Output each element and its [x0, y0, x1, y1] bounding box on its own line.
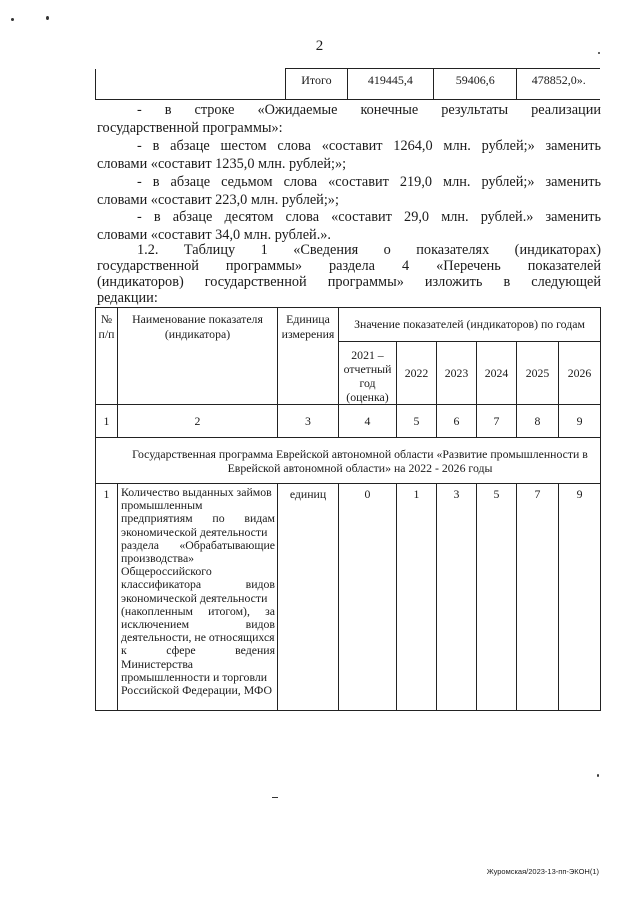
paragraph-4 — [97, 208, 601, 244]
header-unit: Единица измерения — [278, 308, 339, 405]
paragraph-line: редакции: — [97, 290, 158, 306]
paragraph-line: 1.2. Таблицу 1 «Сведения о показателях (индикаторах) — [137, 242, 601, 258]
header-year-2021: 2021 – отчетный год (оценка) — [339, 342, 397, 405]
indicator-line: классификатора видов — [121, 577, 275, 592]
indicator-line: раздела «Обрабатывающие — [121, 537, 275, 552]
paragraph-line: - в абзаце шестом слова «составит 1264,0 млн. рублей;» заменить — [137, 138, 601, 154]
indicator-line: деятельности, не относящихся — [121, 630, 275, 645]
indicator-line: Общероссийского — [121, 564, 212, 579]
row-value-2022: 1 — [397, 484, 437, 711]
header-values: Значение показателей (индикаторов) по годам — [339, 308, 601, 342]
paragraph-line: государственной программы»: — [97, 120, 283, 136]
paragraph-line: - в абзаце десятом слова «составит 29,0 млн. рублей.» заменить — [137, 209, 601, 225]
footer-doc-id: Журомская/2023-13-пп-ЭКОН(1) — [486, 867, 599, 876]
column-number: 6 — [437, 405, 477, 438]
header-year-2023: 2023 — [437, 342, 477, 405]
header-year-2024: 2024 — [477, 342, 517, 405]
totals-value-1: 419445,4 — [347, 69, 433, 100]
header-year-2026: 2026 — [559, 342, 601, 405]
column-number: 5 — [397, 405, 437, 438]
row-num: 1 — [96, 484, 118, 711]
indicator-line: экономической деятельности — [121, 590, 268, 605]
indicator-line: промышленным — [121, 498, 203, 513]
paragraph-5 — [97, 242, 601, 306]
scan-speck — [46, 16, 49, 20]
column-number: 8 — [517, 405, 559, 438]
indicator-line: Российской Федерации, МФО — [121, 683, 273, 698]
indicator-line: промышленности и торговли — [121, 669, 268, 684]
header-year-2025: 2025 — [517, 342, 559, 405]
paragraph-line: (индикаторов) государственной программы» изложить в следующей — [97, 274, 601, 290]
row-unit: единиц — [278, 484, 339, 711]
row-value-2024: 5 — [477, 484, 517, 711]
paragraph-2 — [97, 137, 601, 173]
paragraph-line: словами «составит 1235,0 млн. рублей;»; — [97, 156, 347, 172]
scan-speck — [597, 774, 599, 777]
indicator-line: к сфере ведения — [121, 643, 275, 658]
header-num: № п/п — [96, 308, 118, 405]
row-value-2025: 7 — [517, 484, 559, 711]
indicator-line: предприятиям по видам — [121, 511, 275, 526]
row-value-2026: 9 — [559, 484, 601, 711]
column-number: 9 — [559, 405, 601, 438]
scan-speck — [598, 52, 600, 54]
paragraph-line: - в абзаце седьмом слова «составит 219,0 млн. рублей;» заменить — [137, 174, 601, 190]
paragraph-line: государственной программы» раздела 4 «Перечень показателей — [97, 258, 601, 274]
row-value-2021: 0 — [339, 484, 397, 711]
scan-speck — [11, 18, 14, 21]
column-number: 7 — [477, 405, 517, 438]
header-indicator-name: Наименование показателя (индикатора) — [118, 308, 278, 405]
column-number: 1 — [96, 405, 118, 438]
totals-value-3: 478852,0». — [517, 69, 600, 100]
page-number: 2 — [315, 38, 324, 54]
totals-empty-cell — [96, 69, 286, 100]
paragraph-line: словами «составит 34,0 млн. рублей.». — [97, 227, 331, 243]
indicators-table — [95, 307, 601, 711]
program-title-row: Государственная программа Еврейской автономной области «Развитие промышленности в Еврейской автономной области» на 2022 - 2026 годы — [96, 438, 601, 484]
header-year-2022: 2022 — [397, 342, 437, 405]
indicator-line: производства» — [121, 551, 195, 566]
indicator-line: Количество выданных займов — [121, 485, 272, 499]
column-number: 3 — [278, 405, 339, 438]
indicator-line: исключением видов — [121, 617, 275, 632]
indicator-line: экономической деятельности — [121, 524, 268, 539]
paragraph-3 — [97, 173, 601, 209]
column-number: 4 — [339, 405, 397, 438]
totals-value-2: 59406,6 — [434, 69, 517, 100]
indicator-line: (накопленным итогом), за — [121, 603, 275, 618]
paragraph-1 — [97, 101, 601, 137]
scan-speck — [272, 797, 278, 798]
indicator-name-cell — [118, 484, 278, 711]
totals-label: Итого — [286, 69, 348, 100]
paragraph-line: словами «составит 223,0 млн. рублей;»; — [97, 192, 339, 208]
indicator-line: Министерства — [121, 656, 193, 671]
paragraph-line: - в строке «Ожидаемые конечные результаты реализации — [137, 102, 601, 118]
totals-row-table — [95, 68, 600, 100]
row-value-2023: 3 — [437, 484, 477, 711]
column-number: 2 — [118, 405, 278, 438]
